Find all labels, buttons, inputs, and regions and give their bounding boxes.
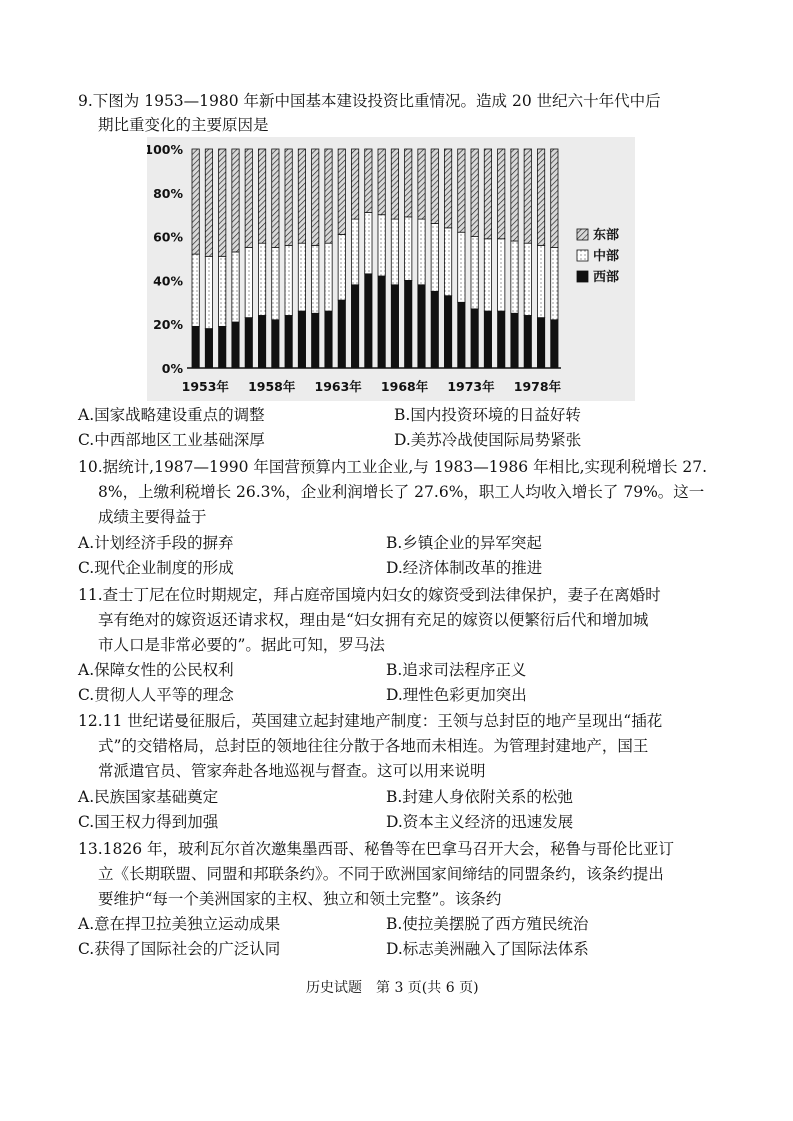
q11-option-b: B.追求司法程序正义 [386, 661, 527, 679]
q12-stem-line2: 式”的交错格局，总封臣的领地往往分散于各地而未相连。为管理封建地产，国王 [98, 737, 649, 755]
bar-segment-西部-1955 [219, 326, 226, 368]
q13-option-d: D.标志美洲融入了国际法体系 [386, 940, 589, 958]
bar-segment-中部-1964 [338, 234, 345, 300]
x-tick-label: 1953年 [181, 379, 229, 394]
bar-segment-东部-1956 [232, 149, 239, 252]
bar-segment-东部-1970 [418, 149, 425, 219]
x-tick-label: 1973年 [447, 379, 495, 394]
bar-segment-中部-1978 [524, 243, 531, 315]
q13-option-b: B.使拉美摆脱了西方殖民统治 [386, 915, 589, 933]
bar-segment-东部-1966 [365, 149, 372, 213]
bar-segment-西部-1956 [232, 322, 239, 368]
q9-option-b: B.国内投资环境的日益好转 [394, 406, 581, 424]
bar-segment-中部-1977 [511, 241, 518, 313]
y-tick-label: 40% [153, 273, 183, 289]
x-tick-label: 1958年 [248, 379, 296, 394]
bar-segment-东部-1974 [471, 149, 478, 237]
q13-stem-line3: 要维护“每一个美洲国家的主权、独立和领土完整”。该条约 [98, 890, 502, 908]
bar-segment-中部-1958 [258, 243, 265, 315]
x-tick-label: 1963年 [314, 379, 362, 394]
bar-segment-东部-1954 [205, 149, 212, 256]
q9-option-d: D.美苏冷战使国际局势紧张 [394, 431, 582, 449]
legend-label: 东部 [593, 228, 620, 243]
bar-segment-中部-1959 [272, 248, 279, 320]
bar-segment-东部-1955 [219, 149, 226, 256]
q10-option-d: D.经济体制改革的推进 [386, 559, 543, 577]
bar-segment-中部-1972 [444, 228, 451, 296]
q11-stem-line2: 享有绝对的嫁资返还请求权，理由是“妇女拥有充足的嫁资以便繁衍后代和增加城 [98, 611, 649, 629]
q10-stem-line2: 8%，上缴利税增长 26.3%，企业利润增长了 27.6%，职工人均收入增长了 79%。这一 [98, 483, 705, 501]
bar-segment-西部-1977 [511, 313, 518, 368]
bar-segment-中部-1960 [285, 245, 292, 315]
bar-segment-西部-1969 [405, 280, 412, 368]
legend-swatch [577, 271, 588, 282]
bar-segment-中部-1974 [471, 237, 478, 309]
q10-stem-line1: 10.据统计,1987—1990 年国营预算内工业企业,与 1983—1986 年相比,实现利税增长 27. [78, 458, 708, 476]
bar-segment-西部-1976 [498, 311, 505, 368]
bar-segment-中部-1965 [351, 219, 358, 285]
bar-segment-中部-1963 [325, 243, 332, 311]
bar-segment-西部-1979 [537, 318, 544, 368]
bar-segment-中部-1980 [551, 248, 558, 320]
bar-segment-东部-1960 [285, 149, 292, 245]
bar-segment-中部-1979 [537, 245, 544, 317]
bar-segment-东部-1980 [551, 149, 558, 248]
bar-segment-东部-1973 [458, 149, 465, 232]
bar-segment-中部-1966 [365, 213, 372, 274]
bar-segment-东部-1971 [431, 149, 438, 223]
bar-segment-东部-1969 [405, 149, 412, 217]
bar-segment-中部-1973 [458, 232, 465, 302]
y-tick-label: 0% [161, 361, 183, 376]
q13-option-c: C.获得了国际社会的广泛认同 [78, 940, 281, 958]
bar-segment-东部-1953 [192, 149, 199, 254]
bar-segment-东部-1964 [338, 149, 345, 234]
y-tick-label: 80% [153, 185, 183, 201]
bar-segment-西部-1954 [205, 329, 212, 368]
bar-segment-中部-1955 [219, 256, 226, 326]
bar-segment-东部-1965 [351, 149, 358, 219]
bar-segment-西部-1978 [524, 315, 531, 368]
bar-segment-中部-1975 [484, 239, 491, 311]
bar-segment-东部-1962 [312, 149, 319, 245]
q9-stem-line2: 期比重变化的主要原因是 [98, 116, 269, 134]
q13-option-a: A.意在捍卫拉美独立运动成果 [78, 915, 281, 933]
bar-segment-东部-1978 [524, 149, 531, 243]
page-footer: 历史试题 第 3 页(共 6 页) [306, 980, 479, 996]
bar-segment-东部-1963 [325, 149, 332, 243]
bar-segment-中部-1976 [498, 239, 505, 311]
q12-option-b: B.封建人身依附关系的松弛 [386, 788, 573, 806]
bar-segment-西部-1973 [458, 302, 465, 368]
q11-stem-line1: 11.查士丁尼在位时期规定，拜占庭帝国境内妇女的嫁资受到法律保护，妻子在离婚时 [78, 586, 661, 604]
bar-segment-西部-1963 [325, 311, 332, 368]
q9-stem-line1: 9.下图为 1953—1980 年新中国基本建设投资比重情况。造成 20 世纪六十年代中后 [78, 92, 661, 110]
bar-segment-中部-1957 [245, 248, 252, 318]
q12-stem-line3: 常派遣官员、管家奔赴各地巡视与督查。这可以用来说明 [98, 762, 486, 780]
bar-segment-东部-1959 [272, 149, 279, 248]
bar-segment-东部-1967 [378, 149, 385, 215]
bar-segment-中部-1962 [312, 245, 319, 313]
q13-stem-line1: 13.1826 年，玻利瓦尔首次邀集墨西哥、秘鲁等在巴拿马召开大会，秘鲁与哥伦比亚订 [78, 840, 675, 858]
bar-segment-中部-1970 [418, 219, 425, 285]
q12-stem-line1: 12.11 世纪诺曼征服后，英国建立起封建地产制度：王领与总封臣的地产呈现出“插花 [78, 712, 663, 730]
bar-segment-中部-1971 [431, 223, 438, 291]
bar-segment-东部-1979 [537, 149, 544, 245]
bar-segment-东部-1976 [498, 149, 505, 239]
legend-swatch [577, 229, 588, 240]
bar-segment-西部-1958 [258, 315, 265, 368]
q11-option-d: D.理性色彩更加突出 [386, 686, 527, 704]
bar-segment-东部-1957 [245, 149, 252, 248]
bar-segment-东部-1972 [444, 149, 451, 228]
bar-segment-东部-1977 [511, 149, 518, 241]
y-tick-label: 60% [153, 229, 183, 245]
q11-stem-line3: 市人口是非常必要的”。据此可知，罗马法 [98, 636, 385, 654]
bar-segment-西部-1966 [365, 274, 372, 368]
bar-segment-西部-1965 [351, 285, 358, 368]
bar-segment-东部-1961 [298, 149, 305, 243]
legend-label: 西部 [593, 270, 620, 285]
y-tick-label: 20% [153, 317, 183, 333]
legend-swatch [577, 250, 588, 261]
bar-segment-中部-1968 [391, 219, 398, 285]
x-tick-label: 1968年 [380, 379, 429, 394]
q10-option-b: B.乡镇企业的异军突起 [386, 534, 542, 552]
bar-segment-西部-1974 [471, 309, 478, 368]
bar-segment-西部-1959 [272, 320, 279, 368]
bar-segment-西部-1980 [551, 320, 558, 368]
bar-segment-中部-1967 [378, 215, 385, 276]
bar-segment-西部-1961 [298, 311, 305, 368]
bar-segment-东部-1975 [484, 149, 491, 239]
q12-option-c: C.国王权力得到加强 [78, 813, 219, 831]
legend-label: 中部 [593, 249, 620, 264]
bar-segment-东部-1958 [258, 149, 265, 243]
bar-segment-中部-1953 [192, 254, 199, 326]
q11-option-a: A.保障女性的公民权利 [78, 661, 234, 679]
bar-segment-中部-1956 [232, 252, 239, 322]
bar-segment-西部-1971 [431, 291, 438, 368]
y-tick-label: 100% [147, 142, 183, 157]
bar-segment-西部-1968 [391, 285, 398, 368]
q13-stem-line2: 立《长期联盟、同盟和邦联条约》。不同于欧洲国家间缔结的同盟条约，该条约提出 [98, 865, 664, 883]
bar-segment-西部-1972 [444, 296, 451, 368]
stacked-bar-chart [147, 137, 635, 401]
bar-segment-西部-1975 [484, 311, 491, 368]
q10-option-a: A.计划经济手段的摒弃 [78, 534, 234, 552]
q9-option-a: A.国家战略建设重点的调整 [78, 406, 265, 424]
bar-segment-东部-1968 [391, 149, 398, 219]
x-tick-label: 1978年 [513, 379, 562, 394]
bar-segment-西部-1964 [338, 300, 345, 368]
q9-option-c: C.中西部地区工业基础深厚 [78, 431, 265, 449]
q10-option-c: C.现代企业制度的形成 [78, 559, 234, 577]
q12-option-a: A.民族国家基础奠定 [78, 788, 219, 806]
bar-segment-中部-1961 [298, 243, 305, 311]
q12-option-d: D.资本主义经济的迅速发展 [386, 813, 574, 831]
bar-segment-西部-1960 [285, 315, 292, 368]
bar-segment-西部-1962 [312, 313, 319, 368]
bar-segment-西部-1953 [192, 326, 199, 368]
q10-stem-line3: 成绩主要得益于 [98, 508, 207, 526]
bar-segment-中部-1954 [205, 256, 212, 328]
investment-chart [147, 137, 635, 401]
bar-segment-西部-1970 [418, 285, 425, 368]
bar-segment-西部-1957 [245, 318, 252, 368]
bar-segment-中部-1969 [405, 217, 412, 281]
q11-option-c: C.贯彻人人平等的理念 [78, 686, 234, 704]
bar-segment-西部-1967 [378, 276, 385, 368]
